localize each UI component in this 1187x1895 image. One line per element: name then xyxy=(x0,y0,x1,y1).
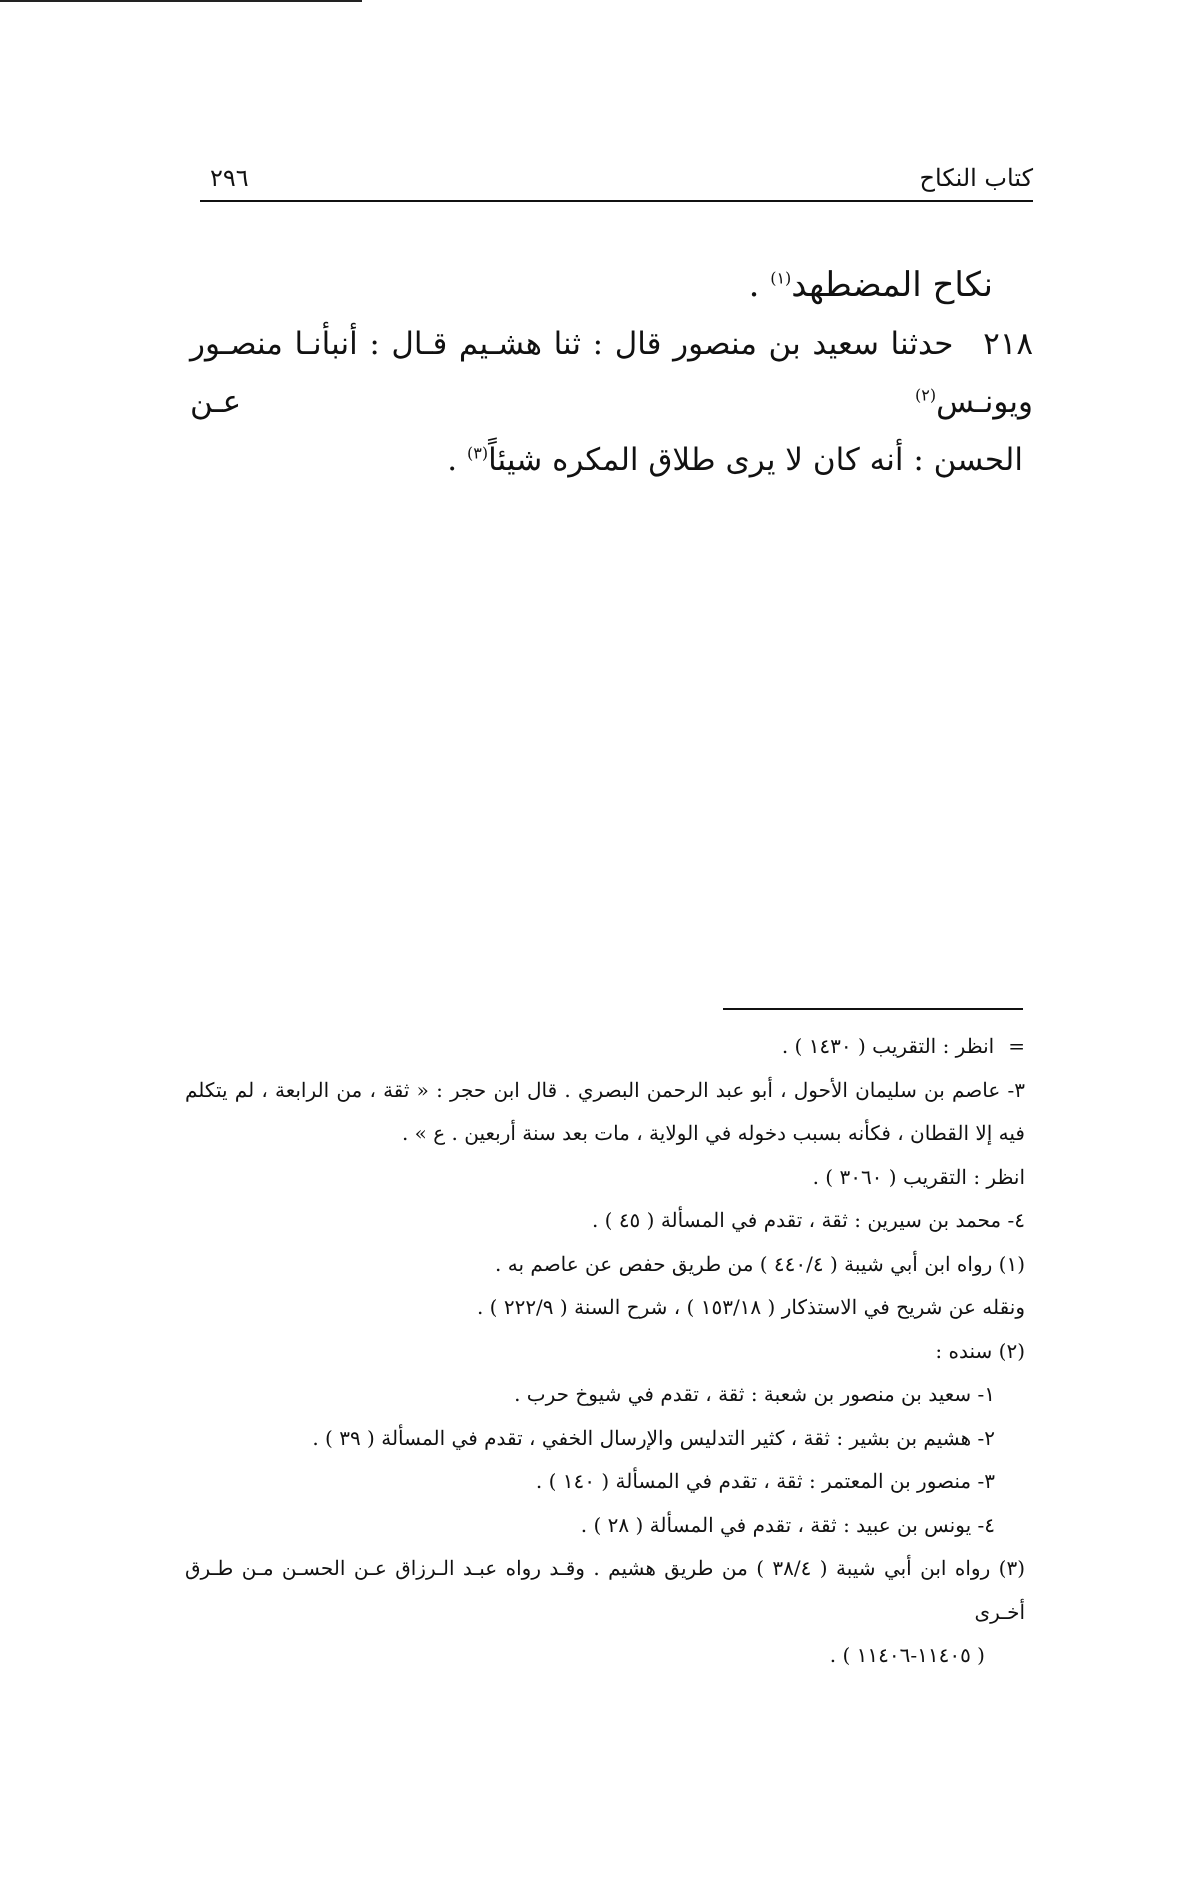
heading-text: نكاح المضطهد xyxy=(791,265,993,305)
continuation-mark: = xyxy=(1008,1034,1025,1058)
footnote-line xyxy=(185,1243,1025,1287)
footnote-line xyxy=(185,1504,1025,1548)
footnote-text: انظر : التقريب ( ١٤٣٠ ) . xyxy=(781,1034,995,1058)
main-text xyxy=(190,255,1033,489)
footnote-text: ونقله عن شريح في الاستذكار ( ١٥٣/١٨ ) ، شرح السنة ( ٢٢٢/٩ ) . xyxy=(476,1295,1025,1319)
entry-text-2a: الحسن : أنه كان لا يرى طلاق المكره شيئاً xyxy=(488,442,1023,478)
footnote-text: (٢) سنده : xyxy=(935,1338,1025,1363)
footnote-text: (١) رواه ابن أبي شيبة ( ٤٤٠/٤ ) من طريق حفص عن عاصم به . xyxy=(495,1251,1025,1276)
heading-end: . xyxy=(748,265,771,305)
footnote-rule xyxy=(723,1008,1023,1010)
entry-text-1a: حدثنا سعيد بن منصور قال : ثنا هشـيم قـال : أنبأنـا منصـور ويونـس xyxy=(190,326,1033,420)
footnote-line xyxy=(185,1025,1025,1069)
footnote-text: ( ١١٤٠٥-١١٤٠٦ ) . xyxy=(829,1643,985,1667)
footnote-text: ١- سعيد بن منصور بن شعبة : ثقة ، تقدم في شيوخ حرب . xyxy=(514,1382,995,1406)
footnote-line xyxy=(185,1547,1025,1634)
footnote-ref-1: (١) xyxy=(770,268,792,288)
footnote-line xyxy=(185,1156,1025,1200)
footnote-line xyxy=(185,1417,1025,1461)
running-head xyxy=(200,160,1033,200)
entry-line-1 xyxy=(190,315,1033,431)
footnote-text: ٤- يونس بن عبيد : ثقة ، تقدم في المسألة ( ٢٨ ) . xyxy=(580,1512,995,1537)
entry-text-2b: . xyxy=(447,442,467,478)
footnote-line xyxy=(185,1330,1025,1374)
footnote-line xyxy=(185,1286,1025,1330)
chapter-title: كتاب النكاح xyxy=(919,164,1033,192)
footnote-ref-3: (٣) xyxy=(467,443,489,463)
section-heading xyxy=(190,255,993,315)
footnote-text: انظر : التقريب ( ٣٠٦٠ ) . xyxy=(812,1164,1025,1189)
entry-number: ٢١٨ xyxy=(983,326,1034,362)
footnote-text: (٣) رواه ابن أبي شيبة ( ٣٨/٤ ) من طريق هشيم . وقـد رواه عبـد الـرزاق عـن الحسـن مـن طـرق أخـرى xyxy=(185,1556,1026,1624)
footnote-text: ٤- محمد بن سيرين : ثقة ، تقدم في المسألة ( ٤٥ ) . xyxy=(591,1208,1025,1232)
footnote-text: ٣- عاصم بن سليمان الأحول ، أبو عبد الرحمن البصري . قال ابن حجر : « ثقة ، من الرابعة ، لم يتكلم xyxy=(185,1077,1025,1102)
page-number: ٢٩٦ xyxy=(210,164,249,192)
header-rule xyxy=(200,200,1033,202)
entry-text-1b: عـن xyxy=(190,384,916,420)
footnotes xyxy=(185,1025,1025,1678)
footnote-line xyxy=(185,1069,1025,1113)
footnote-line xyxy=(185,1112,1025,1156)
footnote-line xyxy=(185,1634,1025,1678)
footnote-line xyxy=(185,1460,1025,1504)
footnote-line xyxy=(185,1373,1025,1417)
footnote-line xyxy=(185,1199,1025,1243)
footnote-text: فيه إلا القطان ، فكأنه بسبب دخوله في الولاية ، مات بعد سنة أربعين . ع » . xyxy=(401,1121,1025,1145)
footnote-text: ٣- منصور بن المعتمر : ثقة ، تقدم في المسألة ( ١٤٠ ) . xyxy=(535,1469,995,1493)
footnote-text: ٢- هشيم بن بشير : ثقة ، كثير التدليس والإرسال الخفي ، تقدم في المسألة ( ٣٩ ) . xyxy=(312,1425,995,1450)
footnote-ref-2: (٢) xyxy=(915,385,937,405)
entry-line-2 xyxy=(190,431,1023,489)
